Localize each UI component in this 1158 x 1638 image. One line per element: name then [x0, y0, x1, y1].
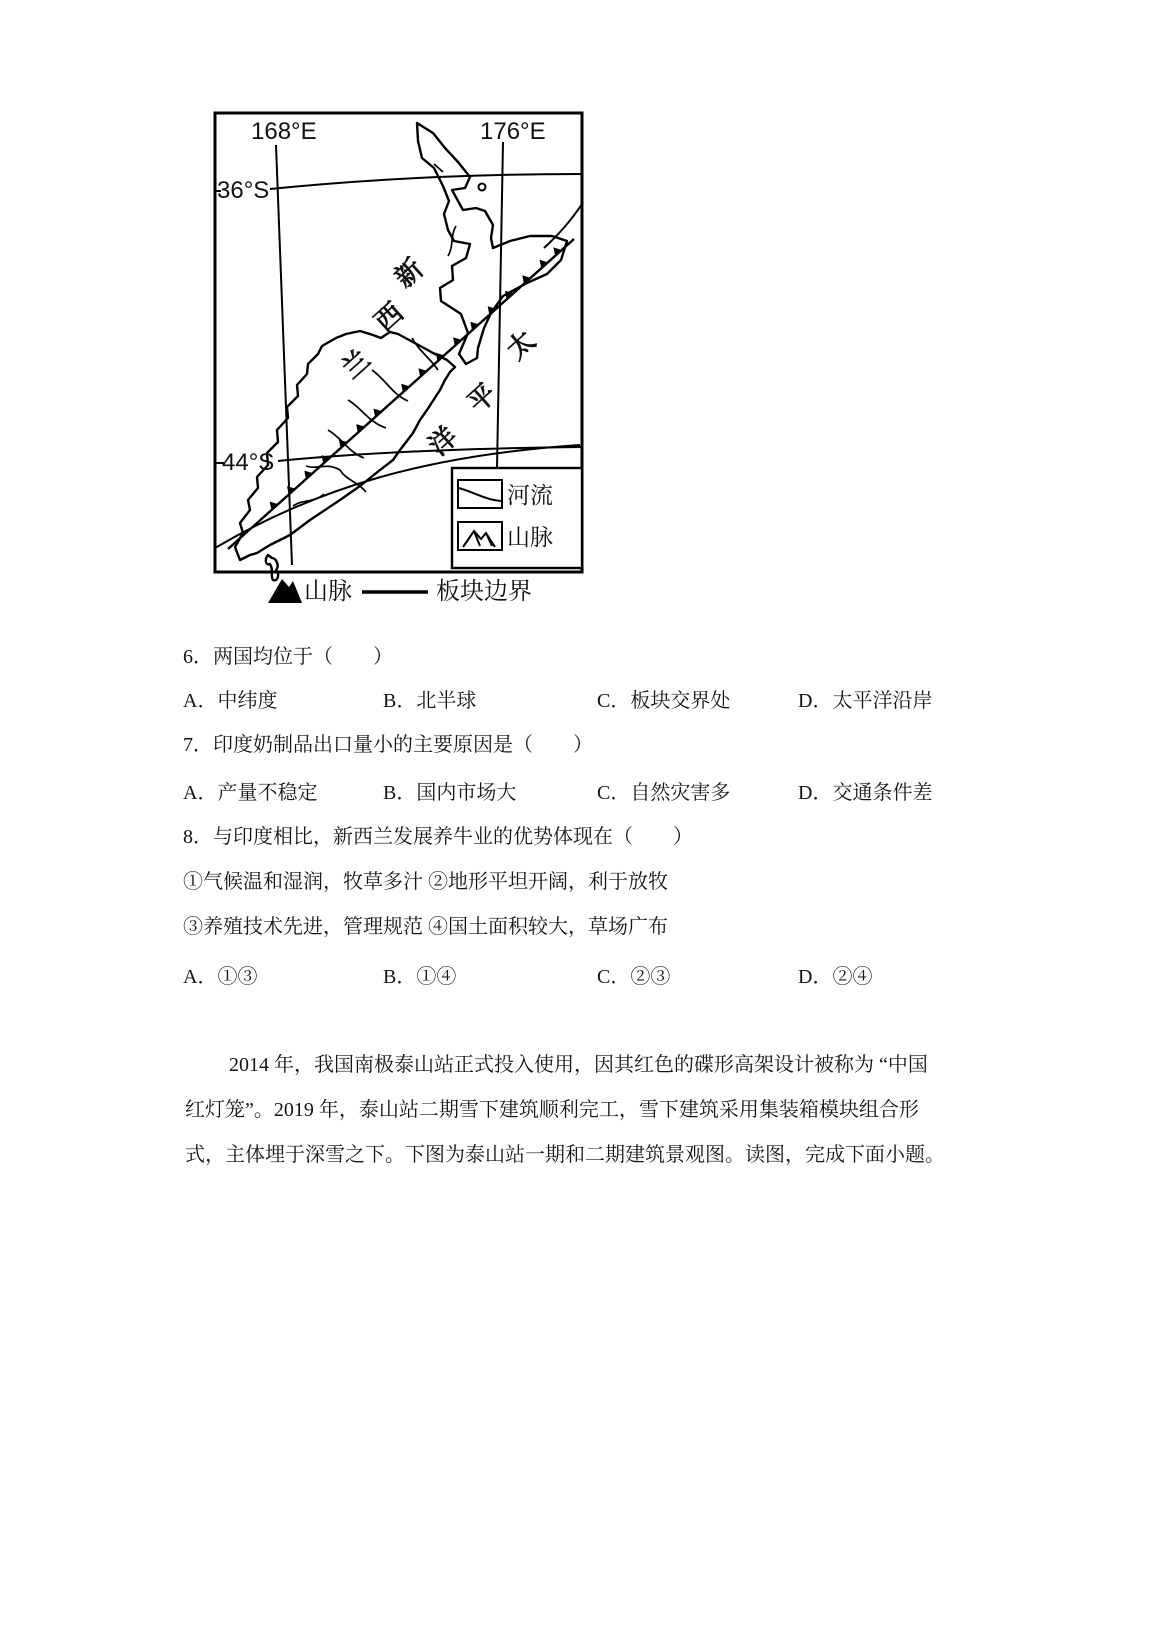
- question-6-option-d: D．太平洋沿岸: [798, 690, 933, 712]
- question-6-option-b: B．北半球: [383, 690, 477, 712]
- mountain-icon: [268, 579, 302, 603]
- latitude-label-36s: 36°S: [217, 177, 270, 204]
- question-7-option-c: C．自然灾害多: [597, 782, 731, 804]
- passage-line-2: 红灯笼”。2019 年，泰山站二期雪下建筑顺利完工，雪下建筑采用集装箱模块组合形: [185, 1099, 919, 1121]
- question-6-options: [0, 688, 1158, 714]
- question-6-option-a: A．中纬度: [183, 690, 278, 712]
- caption-boundary-label: 板块边界: [436, 578, 532, 605]
- question-6-option-c: C．板块交界处: [597, 690, 731, 712]
- parallel-36s: [215, 174, 582, 191]
- question-8-subitems-2: ③养殖技术先进，管理规范 ④国土面积较大，草场广布: [183, 916, 668, 938]
- question-8-option-d: D．②④: [798, 966, 873, 988]
- caption-mountain-label: 山脉: [304, 578, 352, 605]
- legend-mountain-label: 山脉: [507, 524, 553, 550]
- map-legend: [452, 468, 582, 568]
- stewart-island-outline: [266, 555, 278, 580]
- longitude-label-176e: 176°E: [480, 118, 546, 145]
- question-8-option-a: A．①③: [183, 966, 258, 988]
- question-8-options: [0, 964, 1158, 990]
- question-8-subitems-1: ①气候温和湿润，牧草多汁 ②地形平坦开阔，利于放牧: [183, 871, 668, 893]
- question-8-stem: 8．与印度相比，新西兰发展养牛业的优势体现在（ ）: [183, 826, 693, 848]
- ocean-label-char: 太: [500, 325, 542, 366]
- north-island-outline: [417, 123, 567, 364]
- small-island-circle: [479, 184, 486, 191]
- country-label-char: 新: [388, 253, 430, 294]
- longitude-label-168e: 168°E: [251, 118, 317, 145]
- question-7-option-b: B．国内市场大: [383, 782, 517, 804]
- passage-line-3: 式，主体埋于深雪之下。下图为泰山站一期和二期建筑景观图。读图，完成下面小题。: [185, 1144, 945, 1166]
- question-8-option-c: C．②③: [597, 966, 671, 988]
- new-zealand-map: [200, 108, 600, 608]
- ocean-label-char: 平: [461, 378, 503, 419]
- question-7-option-d: D．交通条件差: [798, 782, 933, 804]
- question-8-option-b: B．①④: [383, 966, 457, 988]
- ocean-label-char: 洋: [422, 421, 464, 462]
- map-caption: [268, 578, 532, 605]
- question-7-option-a: A．产量不稳定: [183, 782, 318, 804]
- question-6-stem: 6．两国均位于（ ）: [183, 646, 393, 668]
- latitude-label-44s: 44°S: [222, 449, 275, 476]
- passage-line-1: 2014 年，我国南极泰山站正式投入使用，因其红色的碟形高架设计被称为 “中国: [229, 1054, 928, 1076]
- question-7-options: [0, 780, 1158, 806]
- question-7-stem: 7．印度奶制品出口量小的主要原因是（ ）: [183, 734, 593, 756]
- country-label-char: 西: [368, 297, 410, 338]
- legend-river-label: 河流: [507, 482, 553, 508]
- country-label-char: 兰: [335, 344, 377, 385]
